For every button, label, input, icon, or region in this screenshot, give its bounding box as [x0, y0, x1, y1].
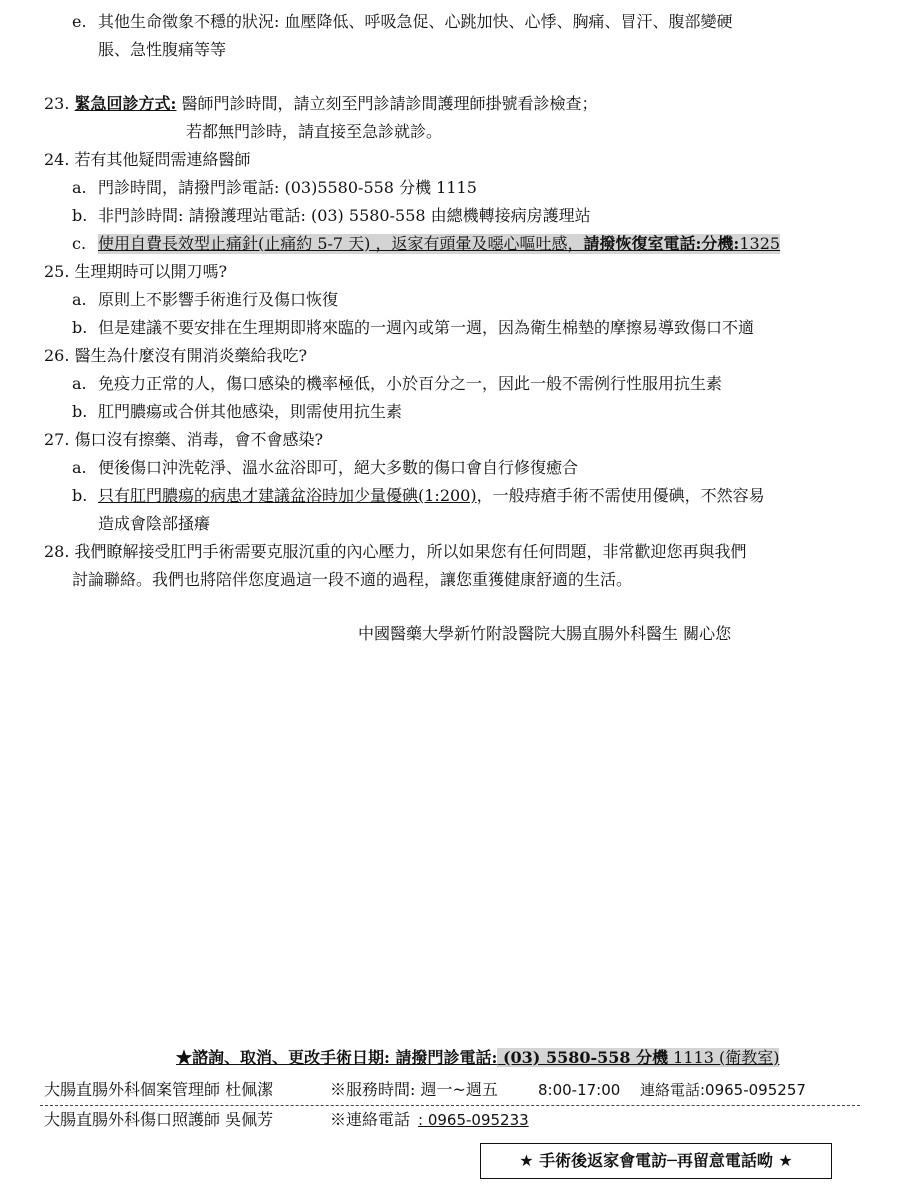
case-manager-label: 大腸直腸外科個案管理師 杜佩潔: [44, 1080, 274, 1099]
case-manager-phone: 連絡電話:0965-095257: [640, 1081, 806, 1099]
item-letter: b.: [72, 486, 88, 505]
item-letter: b.: [72, 206, 88, 225]
list-item-e: [72, 12, 733, 32]
dashed-divider: [40, 1105, 860, 1106]
item-number: 23.: [44, 94, 70, 113]
signature: 中國醫藥大學新竹附設醫院大腸直腸外科醫生 關心您: [358, 624, 732, 643]
item-letter: a.: [72, 178, 87, 197]
item-24-c: [72, 234, 781, 254]
item-text: 門診時間，請撥門診電話: (03)5580-558 分機 1115: [98, 178, 477, 197]
item-letter: b.: [72, 402, 88, 421]
item-23-continued: 若都無門診時，請直接至急診就診。: [186, 122, 443, 141]
item-24-b: [72, 206, 591, 226]
item-25: [44, 262, 227, 282]
recovery-room-extension: 1325: [739, 234, 781, 253]
item-text: 我們瞭解接受肛門手術需要克服沉重的內心壓力，所以如果您有任何問題，非常歡迎您再與我們: [74, 542, 747, 561]
item-letter: a.: [72, 290, 87, 309]
item-23: [44, 94, 598, 114]
item-number: 26.: [44, 346, 70, 365]
service-hours: ※服務時間: 週一~週五: [330, 1080, 498, 1099]
item-text: 但是建議不要安排在生理期即將來臨的一週內或第一週，因為衛生棉墊的摩擦易導致傷口不適: [98, 318, 755, 337]
wound-nurse-phone-label: ※連絡電話: [330, 1110, 411, 1129]
iodine-note-rest: ，一般痔瘡手術不需使用優碘，不然容易: [476, 486, 765, 505]
consult-label: ★諮詢、取消、更改手術日期: 請撥門診電話:: [176, 1048, 498, 1067]
item-number: 28.: [44, 542, 70, 561]
clinic-phone: (03) 5580-558 分機: [497, 1048, 669, 1067]
item-28-continued: 討論聯絡。我們也將陪伴您度過這一段不適的過程，讓您重獲健康舒適的生活。: [72, 570, 633, 589]
iodine-note: 只有肛門膿瘍的病患才建議盆浴時加少量優碘(1:200): [98, 486, 477, 505]
item-24: [44, 150, 251, 170]
item-number: 27.: [44, 430, 70, 449]
item-text: 便後傷口沖洗乾淨、溫水盆浴即可，絕大多數的傷口會自行修復癒合: [98, 458, 579, 477]
item-number: 25.: [44, 262, 70, 281]
item-number: 24.: [44, 150, 70, 169]
recovery-room-note-text: 使用自費長效型止痛針(止痛約 5-7 天) ，返家有頭暈及噁心嘔吐感，: [98, 234, 584, 253]
item-26: [44, 346, 307, 366]
item-text: 醫師門診時間，請立刻至門診請診間護理師掛號看診檢查；: [176, 94, 598, 113]
consult-line: [176, 1048, 779, 1068]
item-text: [98, 486, 765, 506]
item-28: [44, 542, 747, 562]
item-letter: e.: [72, 12, 87, 31]
item-text: 非門診時間: 請撥護理站電話: (03) 5580-558 由總機轉接病房護理站: [98, 206, 591, 225]
item-text: 原則上不影響手術進行及傷口恢復: [98, 290, 339, 309]
item-text: 若有其他疑問需連絡醫師: [74, 150, 251, 169]
item-text: 傷口沒有擦藥、消毒，會不會感染?: [74, 430, 324, 449]
item-text: 肛門膿瘍或合併其他感染，則需使用抗生素: [98, 402, 403, 421]
item-24-a: [72, 178, 477, 198]
item-text: 免疫力正常的人，傷口感染的機率極低，小於百分之一，因此一般不需例行性服用抗生素: [98, 374, 723, 393]
item-letter: a.: [72, 458, 87, 477]
item-text: 其他生命徵象不穩的狀況: 血壓降低、呼吸急促、心跳加快、心悸、胸痛、冒汗、腹部變硬: [98, 12, 733, 31]
item-25-b: [72, 318, 755, 338]
item-letter: c.: [72, 234, 87, 253]
service-time: 8:00-17:00: [538, 1081, 621, 1099]
item-26-b: [72, 402, 403, 422]
wound-nurse-line: [44, 1110, 529, 1130]
recovery-room-note: [98, 234, 780, 254]
item-letter: b.: [72, 318, 88, 337]
item-letter: a.: [72, 374, 87, 393]
item-text: 醫生為什麼沒有開消炎藥給我吃?: [74, 346, 308, 365]
item-27-b: [72, 486, 765, 506]
emergency-return-label: 緊急回診方式:: [74, 94, 177, 113]
recovery-room-phone-label: 請撥恢復室電話:分機:: [583, 234, 740, 253]
item-text: 生理期時可以開刀嗎?: [74, 262, 228, 281]
followup-call-notice: ★ 手術後返家會電訪─再留意電話呦 ★: [480, 1143, 832, 1179]
item-27-a: [72, 458, 579, 478]
health-education-extension: 1113 (衛教室): [668, 1048, 780, 1067]
item-25-a: [72, 290, 339, 310]
item-27-b-continued: 造成會陰部搔癢: [98, 514, 211, 533]
case-manager-line: [44, 1080, 806, 1100]
list-item-e-continued: 脹、急性腹痛等等: [98, 40, 227, 59]
item-26-a: [72, 374, 723, 394]
item-27: [44, 430, 323, 450]
wound-nurse-label: 大腸直腸外科傷口照護師 吳佩芳: [44, 1110, 274, 1129]
wound-nurse-phone: : 0965-095233: [418, 1111, 529, 1129]
